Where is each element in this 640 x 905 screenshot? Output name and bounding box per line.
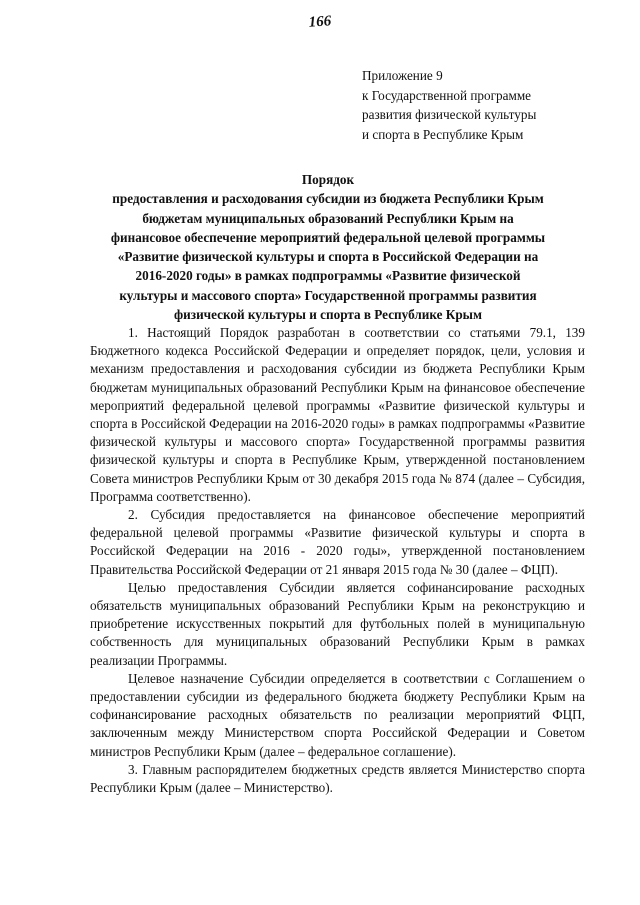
paragraph-2: 2. Субсидия предоставляется на финансовое обеспечение мероприятий федеральной целевой программы «Развитие физической культуры и спорта в Российской Федерации на 2016 - 2020 годы», утвержденной постановлением Правительства Российской Федерации от 21 января 2015 года № 30 (далее – ФЦП). [90,507,585,577]
title-line: «Развитие физической культуры и спорта в Российской Федерации на [117,249,539,265]
appendix-line: и спорта в Республике Крым [362,126,524,142]
title-line: бюджетам муниципальных образований Республики Крым на [142,210,514,226]
title-line: физической культуры и спорта в Республике Крым [174,307,482,323]
appendix-line: развития физической культуры [362,107,537,122]
paragraph-target: Целевое назначение Субсидии определяется в соответствии с Соглашением о предоставлении субсидии из федерального бюджета бюджету Республики Крым на софинансирование расходных обязательств по реализации мероприятий ФЦП, заключенным между Министерством спорта Российской Федерации и Советом министров Республики Крым (далее – федеральное соглашение). [90,670,585,759]
paragraph-purpose: Целью предоставления Субсидии является софинансирование расходных обязательств муниципальных образований Республики Крым на реконструкцию и приобретение искусственных покрытий для футбольных полей в муниципальную собственность для муниципальных образований Республики Крым в рамках реализации Программы. [90,579,585,668]
document-title [88,170,568,324]
handwritten-page-number: 166 [308,13,332,31]
appendix-line: Приложение 9 [362,68,443,83]
title-line: предоставления и расходования субсидии из бюджета Республики Крым [112,191,544,207]
title-line: 2016-2020 годы» в рамках подпрограммы «Развитие физической [135,268,521,284]
title-line: культуры и массового спорта» Государственной программы развития [119,287,537,303]
title-line: финансовое обеспечение мероприятий федеральной целевой программы [110,229,546,245]
document-body [90,324,585,797]
paragraph-1: 1. Настоящий Порядок разработан в соответствии со статьями 79.1, 139 Бюджетного кодекса Российской Федерации и определяет порядок, цели, условия и механизм предоставления и расходования субсидии из бюджета Республики Крым бюджетам муниципальных образований Республики Крым на финансовое обеспечение мероприятий федеральной целевой программы «Развитие физической культуры и спорта в Российской Федерации на 2016-2020 годы» в рамках подпрограммы «Развитие физической культуры и массового спорта» Государственной программы развития физической культуры и спорта в Республике Крым, утвержденной постановлением Совета министров Республики Крым от 30 декабря 2015 года № 874 (далее – Субсидия, Программа соответственно). [90,325,585,504]
appendix-header [362,66,622,144]
paragraph-3: 3. Главным распорядителем бюджетных средств является Министерство спорта Республики Крым (далее – Министерство). [90,761,585,796]
appendix-line: к Государственной программе [362,87,532,103]
title-heading: Порядок [301,172,355,187]
